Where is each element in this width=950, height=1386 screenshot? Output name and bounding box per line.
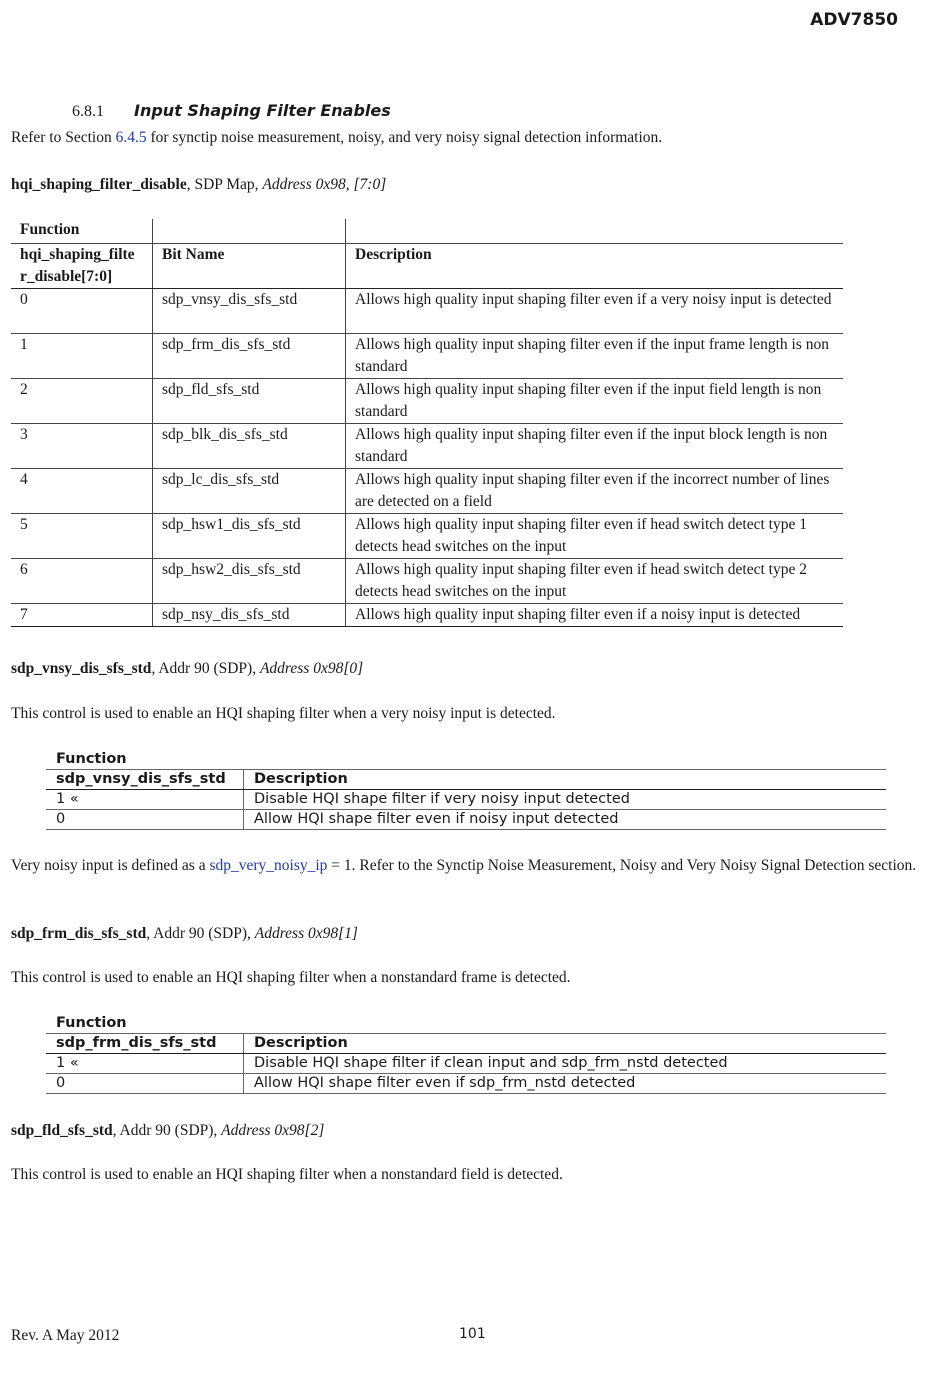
revision-date: Rev. A May 2012 <box>11 1327 120 1344</box>
table-header-row <box>46 1034 886 1054</box>
section-title: Input Shaping Filter Enables <box>134 101 391 120</box>
table-row <box>11 424 843 469</box>
table-row <box>46 1074 886 1094</box>
description-cell: Allows high quality input shaping filter even if a very noisy input is detected <box>346 289 844 334</box>
register-map: , Addr 90 (SDP), <box>146 925 255 942</box>
register-map: , Addr 90 (SDP), <box>112 1122 222 1139</box>
header-description: Description <box>244 1034 887 1054</box>
vnsy-table <box>46 749 886 830</box>
bit-cell: 0 <box>11 289 153 334</box>
bit-cell: 6 <box>11 559 153 604</box>
register-name: sdp_fld_sfs_std <box>11 1122 113 1139</box>
intro-paragraph <box>11 127 662 149</box>
table-row <box>11 604 843 627</box>
bit-name-cell: sdp_lc_dis_sfs_std <box>153 469 346 514</box>
register-heading-frm <box>11 923 358 945</box>
header-description: Description <box>346 244 844 289</box>
register-name: sdp_vnsy_dis_sfs_std <box>11 660 152 677</box>
header-bit: hqi_shaping_filte r_disable[7:0] <box>11 244 153 289</box>
register-heading-fld <box>11 1120 324 1142</box>
vnsy-description: This control is used to enable an HQI shaping filter when a very noisy input is detected. <box>11 705 556 722</box>
table-row <box>11 379 843 424</box>
header-value: sdp_frm_dis_sfs_std <box>46 1034 244 1054</box>
register-name: hqi_shaping_filter_disable <box>11 176 187 193</box>
bit-table <box>11 219 843 627</box>
bit-name-cell: sdp_hsw2_dis_sfs_std <box>153 559 346 604</box>
table-header-row <box>46 770 886 790</box>
register-map: , SDP Map, <box>186 176 263 193</box>
table-row <box>11 514 843 559</box>
register-heading-main <box>11 174 386 196</box>
function-label: Function <box>46 749 886 770</box>
page-number: 101 <box>459 1326 486 1342</box>
value-cell: 1 « <box>46 1054 244 1074</box>
intro-text-pre: Refer to Section <box>11 129 116 146</box>
table-row <box>11 334 843 379</box>
description-cell: Disable HQI shape filter if very noisy input detected <box>244 790 887 810</box>
bit-cell: 3 <box>11 424 153 469</box>
table-row <box>11 559 843 604</box>
register-name: sdp_frm_dis_sfs_std <box>11 925 147 942</box>
header-bit-name: Bit Name <box>153 244 346 289</box>
frm-description: This control is used to enable an HQI shaping filter when a nonstandard frame is detected. <box>11 969 571 986</box>
register-address: Address 0x98, [7:0] <box>262 176 387 193</box>
bit-name-cell: sdp_hsw1_dis_sfs_std <box>153 514 346 559</box>
bit-name-cell: sdp_blk_dis_sfs_std <box>153 424 346 469</box>
section-number: 6.8.1 <box>72 103 104 120</box>
section-heading <box>72 101 391 121</box>
intro-text-post: for synctip noise measurement, noisy, and very noisy signal detection information. <box>146 129 663 146</box>
register-address: Address 0x98[2] <box>221 1122 325 1139</box>
header-value: sdp_vnsy_dis_sfs_std <box>46 770 244 790</box>
description-cell: Allows high quality input shaping filter even if the incorrect number of lines are detected on a field <box>346 469 844 514</box>
description-cell: Disable HQI shape filter if clean input and sdp_frm_nstd detected <box>244 1054 887 1074</box>
note-text-post: = 1. Refer to the Synctip Noise Measurement, Noisy and Very Noisy Signal Detection section. <box>327 857 917 874</box>
bit-name-cell: sdp_fld_sfs_std <box>153 379 346 424</box>
bit-cell: 1 <box>11 334 153 379</box>
description-cell: Allows high quality input shaping filter even if the input block length is non standard <box>346 424 844 469</box>
bit-cell: 2 <box>11 379 153 424</box>
register-heading-vnsy <box>11 658 363 680</box>
value-cell: 1 « <box>46 790 244 810</box>
section-link[interactable]: 6.4.5 <box>115 129 147 146</box>
table-row <box>11 469 843 514</box>
vnsy-note <box>11 855 921 877</box>
table-header-row <box>11 244 843 289</box>
register-map: , Addr 90 (SDP), <box>151 660 260 677</box>
fld-description: This control is used to enable an HQI shaping filter when a nonstandard field is detected. <box>11 1166 563 1183</box>
frm-table <box>46 1013 886 1094</box>
bit-cell: 4 <box>11 469 153 514</box>
description-cell: Allow HQI shape filter even if noisy input detected <box>244 810 887 830</box>
table-row <box>11 289 843 334</box>
register-address: Address 0x98[1] <box>254 925 358 942</box>
description-cell: Allows high quality input shaping filter even if a noisy input is detected <box>346 604 844 627</box>
document-title: ADV7850 <box>810 10 898 30</box>
bit-name-cell: sdp_nsy_dis_sfs_std <box>153 604 346 627</box>
bit-cell: 7 <box>11 604 153 627</box>
function-label: Function <box>11 219 153 244</box>
description-cell: Allows high quality input shaping filter even if the input field length is non standard <box>346 379 844 424</box>
value-cell: 0 <box>46 1074 244 1094</box>
description-cell: Allow HQI shape filter even if sdp_frm_nstd detected <box>244 1074 887 1094</box>
bit-name-cell: sdp_frm_dis_sfs_std <box>153 334 346 379</box>
value-cell: 0 <box>46 810 244 830</box>
table-function-row <box>11 219 843 244</box>
note-text-pre: Very noisy input is defined as a <box>11 857 210 874</box>
header-description: Description <box>244 770 887 790</box>
description-cell: Allows high quality input shaping filter even if the input frame length is non standard <box>346 334 844 379</box>
table-row <box>46 790 886 810</box>
description-cell: Allows high quality input shaping filter even if head switch detect type 1 detects head switches on the input <box>346 514 844 559</box>
function-label: Function <box>46 1013 886 1034</box>
very-noisy-link[interactable]: sdp_very_noisy_ip <box>209 857 328 874</box>
register-address: Address 0x98[0] <box>259 660 364 677</box>
table-row <box>46 1054 886 1074</box>
table-row <box>46 810 886 830</box>
description-cell: Allows high quality input shaping filter even if head switch detect type 2 detects head switches on the input <box>346 559 844 604</box>
bit-name-cell: sdp_vnsy_dis_sfs_std <box>153 289 346 334</box>
bit-cell: 5 <box>11 514 153 559</box>
